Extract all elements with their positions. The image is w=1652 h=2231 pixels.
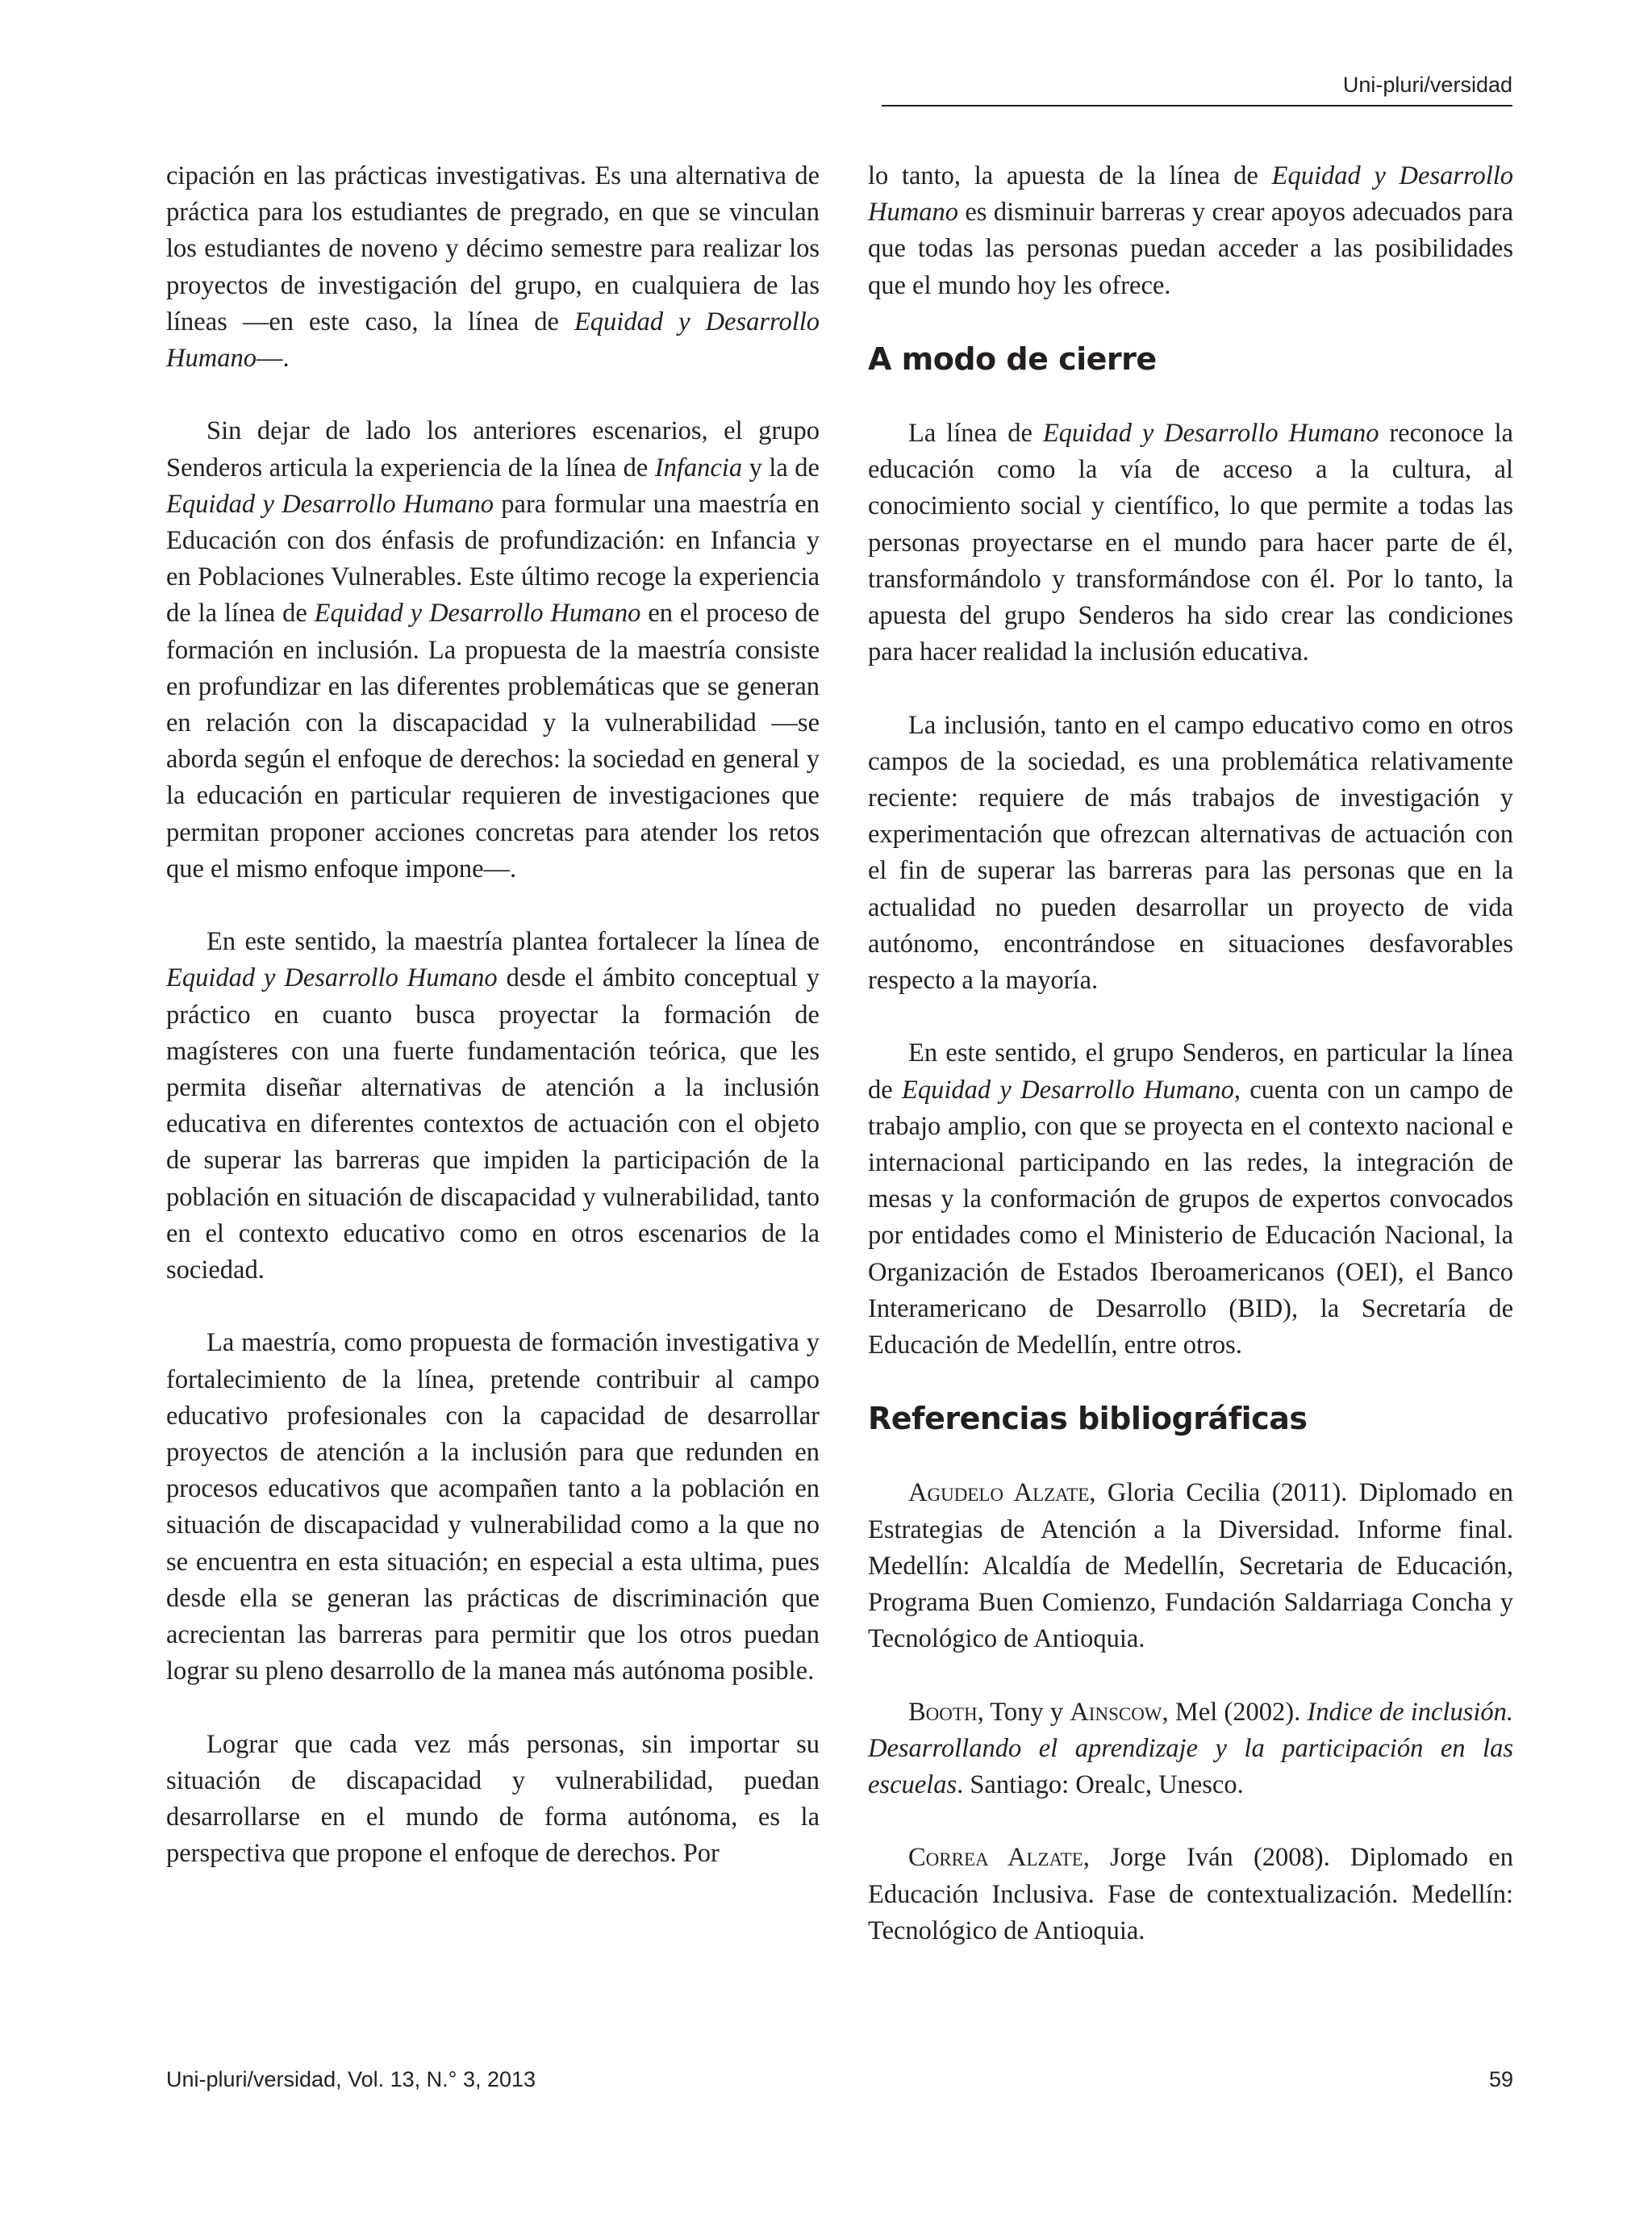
paragraph (868, 158, 1513, 304)
header-rule (882, 105, 1512, 107)
reference-author: Booth (908, 1697, 978, 1727)
text-run: —. (256, 344, 290, 374)
left-column (166, 158, 820, 1872)
italic-text: Equidad y Desarrollo Humano (166, 963, 498, 993)
text-run: En este sentido, la maestría plantea fortalecer la línea de (206, 927, 820, 957)
text-run: lo tanto, la apuesta de la línea de (868, 161, 1272, 190)
paragraph: La inclusión, tanto en el campo educativo como en otros campos de la sociedad, es una problemática relativamente reciente: requiere de más trabajos de investigación y experimentación que ofrezcan alternativas de actuación con el fin de superar las barreras para las personas que en la actualidad no pueden desarrollar un proyecto de vida autónomo, encontrándose en situaciones desfavorables respecto a la mayoría. (868, 710, 1513, 996)
text-run: es disminuir barreras y crear apoyos adecuados para que todas las personas puedan acceder a las posibilidades que el mundo hoy les ofrece. (868, 198, 1513, 300)
text-run: Sin dejar de lado los anteriores escenarios, el grupo Senderos articula la experiencia de la línea de (166, 416, 820, 483)
paragraph: La maestría, como propuesta de formación investigativa y fortalecimiento de la línea, pretende contribuir al campo educativo profesionales con la capacidad de desarrollar proyectos de atención a la inclusión para que redunden en procesos educativos que acompañen tanto a la población en situación de discapacidad y vulnerabilidad como a la que no se encuentra en esta situación; en especial a esta ultima, pues desde ella se generan las prácticas de discriminación que acrecientan las barreras para permitir que los otros puedan lograr su pleno desarrollo de la manea más autónoma posible. (166, 1328, 820, 1686)
paragraph (868, 1035, 1513, 1364)
italic-text: Equidad y Desarrollo Humano (1042, 419, 1379, 448)
italic-text: Infancia (654, 453, 743, 483)
paragraph: Lograr que cada vez más personas, sin importar su situación de discapacidad y vulnerabilidad, puedan desarrollarse en el mundo de forma autónoma, es la perspectiva que propone el enfoque de derechos. Por (166, 1729, 820, 1869)
text-run: cipación en las prácticas investigativas. Es una alternativa de práctica para los estudiantes de pregrado, en que se vinculan los estudiantes de noveno y décimo semestre para realizar los proyectos de investigación del grupo, en cualquiera de las líneas —en este caso, la línea de (166, 161, 820, 336)
italic-text: Indice de inclusión. Desarrollando el aprendizaje y la participación en las escuelas (868, 1697, 1514, 1800)
footer-journal-citation: Uni-pluri/versidad, Vol. 13, N.° 3, 2013 (166, 2067, 536, 2091)
reference-author: Ainscow (1070, 1697, 1162, 1727)
text-run: En este sentido, el grupo Senderos, en particular la línea de (868, 1038, 1513, 1105)
text-run: , Mel (2002). (1162, 1697, 1308, 1727)
reference-entry (868, 1840, 1513, 1949)
text-run: . Santiago: Orealc, Unesco. (957, 1770, 1244, 1800)
section-heading: A modo de cierre (868, 341, 1157, 377)
paragraph (166, 158, 820, 377)
running-head: Uni-pluri/versidad (1342, 73, 1512, 97)
reference-author: Agudelo Alzate (908, 1478, 1090, 1508)
italic-text: Equidad y Desarrollo Humano (901, 1075, 1234, 1105)
reference-entry (868, 1475, 1513, 1657)
text-run: desde el ámbito conceptual y práctico en cuanto busca proyectar la formación de magísteres con una fuerte fundamentación teórica, que les permita diseñar alternativas de atención a la inclusión educativa en diferentes contextos de actuación con el objeto de superar las barreras que impiden la participación de la población en situación de discapacidad y vulnerabilidad, tanto en el contexto educativo como en otros escenarios de la sociedad. (166, 963, 820, 1285)
reference-author: Correa Alzate (908, 1843, 1083, 1873)
text-run: , Gloria Cecilia (2011). Diplomado en Estrategias de Atención a la Diversidad. Informe final. Medellín: Alcaldía de Medellín, Secretaria de Educación, Programa Buen Comienzo, Fundación Saldarriaga Concha y Tecnológico de Antioquia. (868, 1478, 1513, 1654)
section-heading: Referencias bibliográficas (868, 1401, 1308, 1437)
text-run: y la de (742, 453, 820, 483)
page-number: 59 (1488, 2067, 1513, 2091)
italic-text: Equidad y Desarrollo Humano (314, 599, 641, 629)
italic-text: Equidad y Desarrollo Humano (868, 161, 1514, 228)
text-run: en el proceso de formación en inclusión. La propuesta de la maestría consiste en profundizar en las diferentes problemáticas que se generan en relación con la discapacidad y la vulnerabilidad —se aborda según el enfoque de derechos: la sociedad en general y la educación en particular requieren de investigaciones que permitan proponer acciones concretas para atender los retos que el mismo enfoque impone—. (166, 599, 820, 884)
reference-entry (868, 1694, 1513, 1804)
paragraph (166, 413, 820, 888)
paragraph (868, 416, 1513, 671)
text-run: reconoce la educación como la vía de acceso a la cultura, al conocimiento social y científico, lo que permite a todas las personas proyectarse en el mundo para hacer parte de él, transformándolo y transformándose con él. Por lo tanto, la apuesta del grupo Senderos ha sido crear las condiciones para hacer realidad la inclusión educativa. (868, 419, 1513, 667)
text-run: , Tony y (977, 1697, 1070, 1727)
italic-text: Equidad y Desarrollo Humano (166, 307, 820, 374)
italic-text: Equidad y Desarrollo Humano (166, 489, 494, 519)
text-run: , cuenta con un campo de trabajo amplio, con que se proyecta en el contexto nacional e internacional participando en las redes, la integración de mesas y la conformación de grupos de expertos convocados por entidades como el Ministerio de Educación Nacional, la Organización de Estados Iberoamericanos (OEI), el Banco Interamericano de Desarrollo (BID), la Secretaría de Educación de Medellín, entre otros. (868, 1075, 1513, 1360)
right-column (868, 158, 1513, 1949)
text-run: para formular una maestría en Educación con dos énfasis de profundización: en Infancia y en Poblaciones Vulnerables. Este último recoge la experiencia de la línea de (166, 489, 820, 629)
paragraph (166, 924, 820, 1289)
text-run: La línea de (908, 419, 1043, 448)
text-run: , Jorge Iván (2008). Diplomado en Educación Inclusiva. Fase de contextualización. Medellín: Tecnológico de Antioquia. (868, 1843, 1513, 1945)
